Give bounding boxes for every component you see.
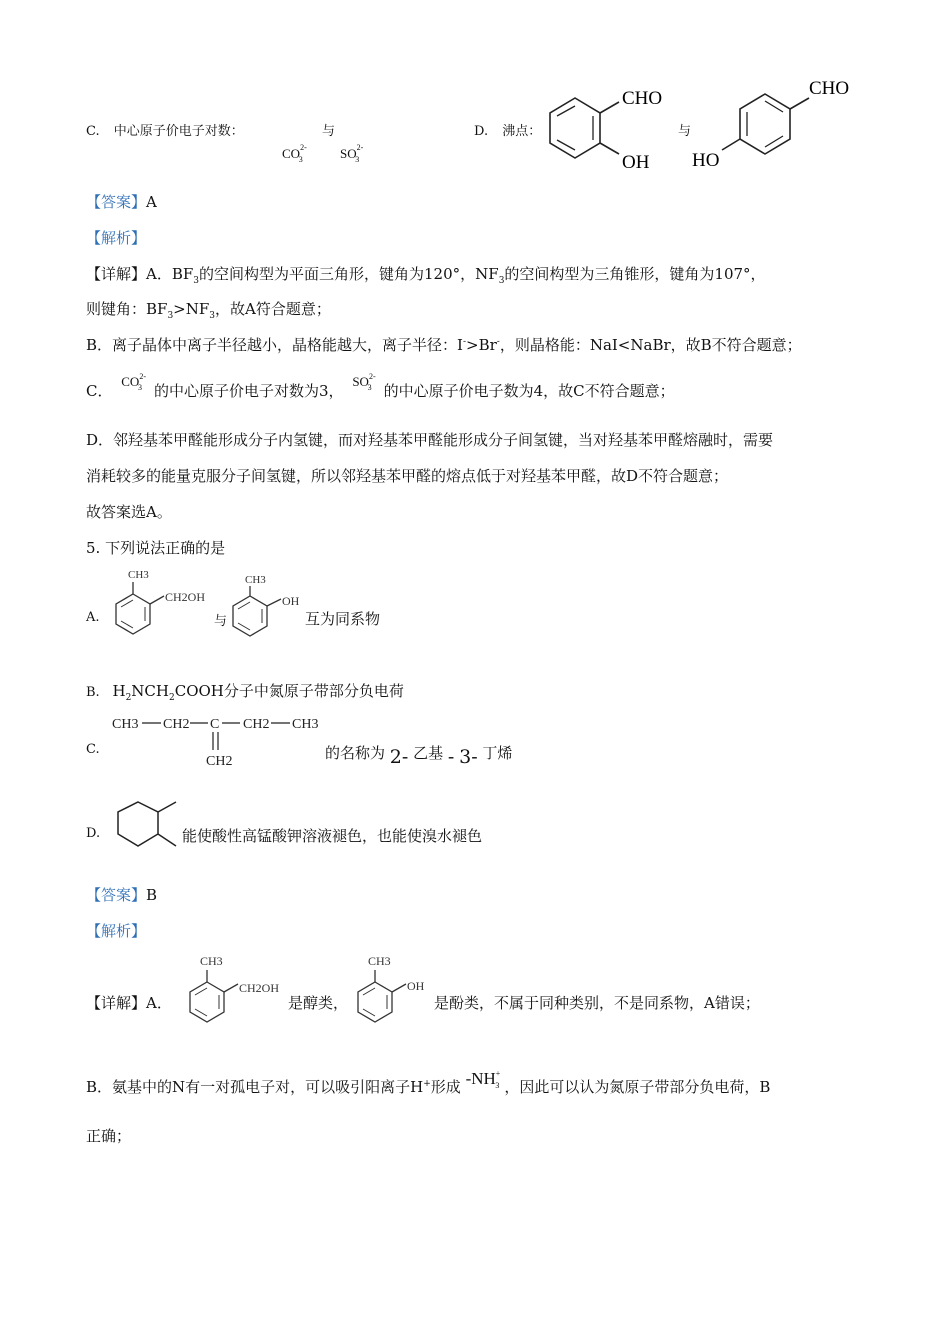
ch2oh-label: CH2OH — [165, 590, 206, 604]
ch3-label: CH3 — [292, 717, 319, 732]
q5-analysis-label: 【解析】 — [86, 922, 147, 940]
ch2oh-label: CH2OH — [239, 981, 280, 995]
q5-detail-a-mid: 是醇类， — [288, 994, 349, 1012]
q4-conclusion: 故答案选A。 — [86, 503, 172, 521]
bond-to-oh — [600, 143, 619, 154]
detail-label: 【详解】 — [86, 265, 147, 283]
subscript: 3 — [498, 276, 505, 286]
bond-to-oh — [392, 984, 406, 992]
methyl-bond — [158, 834, 176, 846]
ring-double-bond — [363, 1009, 375, 1016]
bond-to-cho — [600, 102, 619, 113]
text-run: B．离子晶体中离子半径越小，晶格能越大，离子半径：I — [86, 336, 463, 354]
ion-charge: 2- — [356, 143, 364, 152]
ring-double-bond — [363, 988, 375, 995]
q5-detail-a-prefix — [86, 992, 172, 1013]
q5-option-b — [86, 680, 404, 703]
superscript: + — [423, 1079, 431, 1089]
hyphen: - — [471, 746, 478, 768]
option-letter: D. — [474, 124, 489, 139]
ion-subscript: 3 — [298, 155, 303, 164]
text-run: 则键角：BF — [86, 300, 168, 318]
text-run: 的中心原子价电子对数为3， — [154, 382, 344, 400]
group-base: -NH — [465, 1069, 496, 1088]
bond-to-ch2oh — [224, 984, 238, 992]
q5-detail-a-tail: 是酚类，不属于同种类别，不是同系物，A错误； — [434, 994, 760, 1012]
superscript: - — [496, 337, 500, 347]
ion-subscript: 3 — [355, 155, 360, 164]
q4-detail-c — [86, 372, 675, 401]
ring-double-bond — [195, 988, 207, 995]
q5-answer — [86, 884, 157, 905]
ion-base: CO — [121, 374, 140, 389]
q4-option-d — [474, 120, 541, 139]
text-run: 的空间构型为三角锥形，键角为107°， — [504, 265, 766, 283]
text-run: A． — [146, 994, 172, 1012]
oh-label: OH — [622, 152, 650, 173]
ring-double-bond — [195, 1009, 207, 1016]
co3-ion — [121, 372, 150, 392]
ion-subscript: 3 — [367, 383, 372, 392]
ion-charge: 2- — [300, 143, 307, 152]
q4-detail-a-line1 — [86, 263, 766, 286]
text-run: 的名称为 — [325, 744, 386, 762]
text-run: 的中心原子价电子数为4，故C不符合题意； — [383, 382, 675, 400]
subscript: 3 — [167, 311, 174, 321]
ion-base: CO — [282, 146, 301, 161]
q4-detail-d-line1: D．邻羟基苯甲醛能形成分子内氢键，而对羟基苯甲醛能形成分子间氢键，当对羟基苯甲醛熔融时，需要 — [86, 431, 774, 449]
q5-option-c-letter: C. — [86, 742, 100, 757]
ion-base: SO — [340, 146, 357, 161]
q4-detail-d-line2: 消耗较多的能量克服分子间氢键，所以邻羟基苯甲醛的熔点低于对羟基苯甲醛，故D不符合题意； — [86, 467, 729, 485]
q5-stem: 5. 下列说法正确的是 — [86, 539, 226, 557]
answer-label: 【答案】 — [86, 193, 147, 211]
text-run: NCH — [131, 682, 169, 700]
number: 3 — [459, 746, 472, 768]
ch3-label: CH3 — [112, 717, 139, 732]
text-run: 乙基 — [413, 744, 444, 762]
alkene-structure — [110, 710, 330, 772]
q5-detail-b-line1 — [86, 1069, 771, 1097]
c-label: C — [210, 717, 220, 732]
hyphen: - — [401, 746, 409, 768]
q4-option-c — [86, 120, 244, 139]
answer-value: A — [146, 193, 157, 211]
methyl-label: CH3 — [200, 954, 223, 968]
text-run: COOH分子中氮原子带部分负电荷 — [174, 682, 404, 700]
methyl-label: CH3 — [245, 574, 266, 586]
ammonium-group — [466, 1069, 505, 1088]
salicylaldehyde-structure — [545, 78, 675, 178]
so3-ion — [352, 372, 379, 392]
text-run: >Br — [466, 336, 497, 354]
ring-double-bond — [238, 602, 250, 609]
dimethylcyclohexane-structure — [108, 794, 182, 854]
text-run: ，则晶格能：NaI<NaBr，故B不符合题意； — [499, 336, 802, 354]
subscript: 2 — [125, 693, 132, 703]
ch2-label: CH2 — [163, 717, 190, 732]
q5-option-d-letter: D. — [86, 826, 101, 841]
bond-to-cho — [790, 98, 809, 109]
text-run: B．氨基中的N有一对孤电子对，可以吸引阳离子H — [86, 1078, 424, 1096]
q4-c-with: 与 — [322, 124, 336, 139]
text-run: 丁烯 — [482, 744, 513, 762]
q5-a-tail: 互为同系物 — [305, 610, 381, 628]
subscript: 3 — [209, 311, 216, 321]
option-letter: C. — [86, 124, 100, 139]
ring-double-bond — [121, 621, 133, 628]
ion-subscript: 3 — [138, 383, 142, 392]
option-letter: B. — [86, 685, 100, 700]
text-run: A．BF — [146, 265, 194, 283]
ch2-label: CH2 — [243, 717, 270, 732]
q5-d-text: 能使酸性高锰酸钾溶液褪色，也能使溴水褪色 — [182, 827, 483, 845]
q4-analysis-label: 【解析】 — [86, 229, 147, 247]
oh-label: OH — [407, 979, 425, 993]
oh-label: OH — [282, 594, 300, 608]
methyl-label: CH3 — [368, 954, 391, 968]
q4-answer — [86, 191, 157, 212]
bond-to-oh — [722, 139, 740, 150]
cho-label: CHO — [622, 88, 663, 109]
q4-c-ion1 — [282, 143, 311, 164]
2-methylphenol-structure — [350, 950, 434, 1030]
q4-detail-b — [86, 334, 802, 355]
text-run: ，因此可以认为氮原子带部分负电荷，B — [504, 1078, 771, 1096]
text-run: C． — [86, 382, 113, 400]
ring-double-bond — [238, 623, 250, 630]
text-run: >NF — [173, 300, 210, 318]
ch2-label: CH2 — [206, 754, 233, 769]
cyclohexane-ring — [118, 802, 158, 846]
text-run: ，故A符合题意； — [215, 300, 331, 318]
detail-label: 【详解】 — [86, 994, 147, 1012]
answer-label: 【答案】 — [86, 886, 147, 904]
bond-to-oh — [267, 599, 281, 606]
2-methylbenzyl-alcohol-structure — [108, 566, 218, 652]
ho-label: HO — [692, 150, 720, 171]
text-run: 形成 — [430, 1078, 461, 1096]
group-charge: + — [495, 1069, 501, 1078]
hyphen: - — [447, 746, 455, 768]
q5-option-a-letter: A. — [86, 610, 100, 625]
cho-label: CHO — [809, 78, 850, 99]
answer-value: B — [146, 886, 158, 904]
option-text: 沸点： — [502, 124, 542, 139]
subscript: 2 — [168, 693, 175, 703]
subscript: 3 — [193, 276, 200, 286]
group-subscript: 3 — [495, 1081, 500, 1090]
option-text: 中心原子价电子对数： — [113, 124, 244, 139]
methyl-label: CH3 — [128, 569, 149, 581]
ion-charge: 2- — [368, 372, 376, 381]
q4-d-with: 与 — [678, 124, 692, 139]
ion-charge: 2- — [139, 372, 146, 381]
methyl-bond — [158, 802, 176, 812]
q5-a-with: 与 — [214, 614, 228, 629]
superscript: - — [462, 337, 466, 347]
bond-to-ch2oh — [150, 596, 164, 604]
ring-double-bond — [121, 600, 133, 607]
q5-detail-b-line2: 正确； — [86, 1127, 132, 1145]
number: 2 — [389, 746, 402, 768]
q5-c-tail — [325, 741, 513, 768]
2-methylphenol-structure — [228, 572, 308, 652]
2-methylbenzyl-alcohol-structure — [182, 950, 292, 1030]
text-run: 的空间构型为平面三角形，键角为120°，NF — [199, 265, 499, 283]
q4-c-ion2 — [340, 143, 367, 164]
ion-base: SO — [352, 374, 369, 389]
p-hydroxybenzaldehyde-structure — [690, 70, 860, 180]
text-run: H — [112, 682, 126, 700]
q4-detail-a-line2 — [86, 298, 331, 321]
